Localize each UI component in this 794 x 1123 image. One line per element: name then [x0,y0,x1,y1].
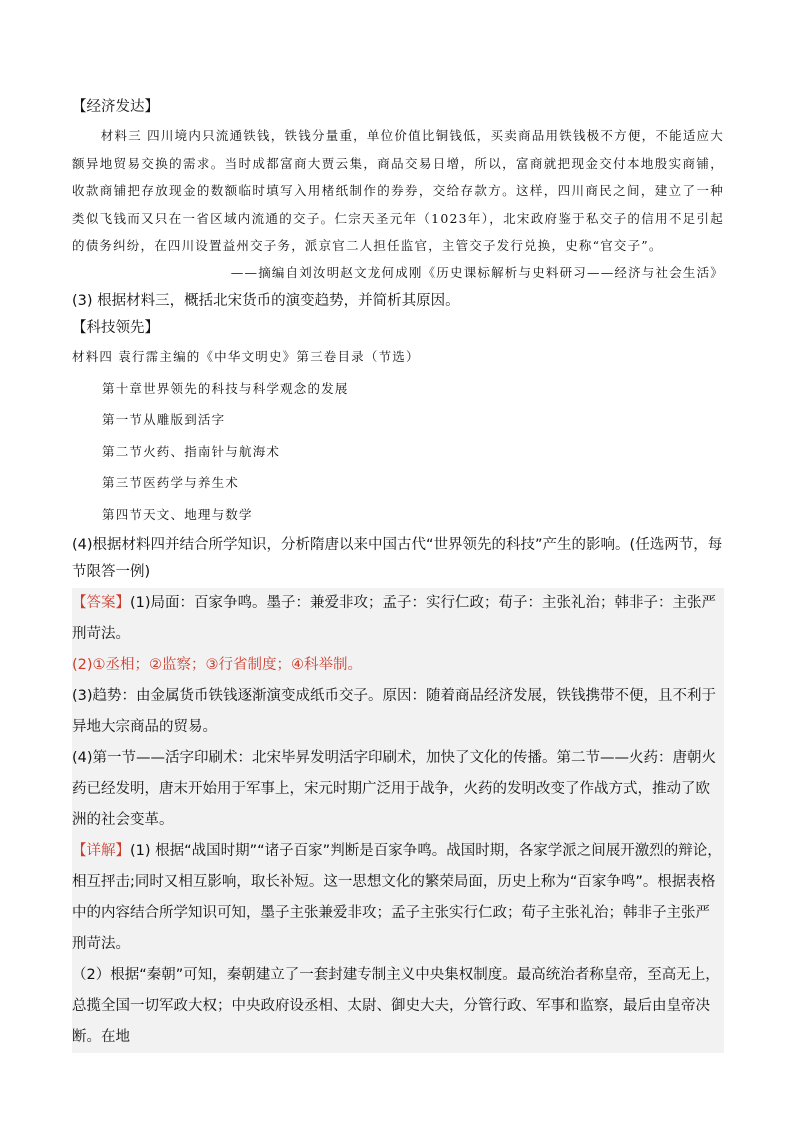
detail-tag: 【详解】 [72,843,130,859]
answer-three: (3)趋势：由金属货币铁钱逐渐演变成纸币交子。原因：随着商品经济发展，铁钱携带不便，且不利于异地大宗商品的贸易。 [72,681,724,743]
toc-item: 第三节医药学与养生术 [102,475,240,490]
section-heading-tech: 【科技领先】 [72,319,159,336]
question-three: (3) 根据材料三，概括北宋货币的演变趋势，并简析其原因。 [72,292,460,309]
answer-block [72,588,724,1053]
detail-one [72,836,724,960]
material-three-text: 材料三 四川境内只流通铁钱，铁钱分量重，单位价值比铜钱低，买卖商品用铁钱极不方便，不能适应大额异地贸易交换的需求。当时成都富商大贾云集，商品交易日增，所以，富商就把现金交付本地殷实商铺，收款商铺把存放现金的数额临时填写入用楮纸制作的券券，交给存款方。这样，四川商民之间，建立了一种类似飞钱而又只在一省区域内流通的交子。仁宗天圣元年（1023年），北宋政府鉴于私交子的信用不足引起的债务纠纷，在四川设置益州交子务，派京官二人担任监官，主管交子发行兑换，史称“官交子”。 [72,128,724,253]
toc-item: 第四节天文、地理与数学 [102,506,253,522]
answer-four: (4)第一节——活字印刷术：北宋毕昇发明活字印刷术，加快了文化的传播。第二节——火药：唐朝火药已经发明，唐末开始用于军事上，宋元时期广泛用于战争，火药的发明改变了作战方式，推动了欧洲的社会变革。 [72,743,724,836]
section-heading-economy: 【经济发达】 [72,99,159,115]
question-four: (4)根据材料四并结合所学知识，分析隋唐以来中国古代“世界领先的科技”产生的影响。(任选两节，每节限答一例) [72,537,723,580]
material-three-citation: ——摘编自刘汝明赵文龙何成刚《历史课标解析与史料研习——经济与社会生活》 [230,264,724,280]
answer-tag: 【答案】 [72,595,130,611]
material-four-title: 材料四 袁行霈主编的《中华文明史》第三卷目录（节选） [72,348,420,364]
answer-one-text: (1)局面：百家争鸣。墨子：兼爱非攻；孟子：实行仁政；荀子：主张礼治；韩非子：主张严刑苛法。 [72,595,717,642]
toc-item: 第一节从雕版到活字 [102,412,226,427]
document-page [72,96,724,1053]
detail-one-text: (1) 根据“战国时期”“诸子百家”判断是百家争鸣。战国时期，各家学派之间展开激烈的辩论，相互抨击;同时又相互影响，取长补短。这一思想文化的繁荣局面，历史上称为“百家争鸣”。根据表格中的内容结合所学知识可知，墨子主张兼爱非攻；孟子主张实行仁政；荀子主张礼治；韩非子主张严刑苛法。 [72,843,722,952]
answer-one [72,588,724,650]
answer-two: (2)①丞相；②监察；③行省制度；④科举制。 [72,650,724,681]
detail-two: （2）根据“秦朝”可知，秦朝建立了一套封建专制主义中央集权制度。最高统治者称皇帝，至高无上，总揽全国一切军政大权；中央政府设丞相、太尉、御史大夫，分管行政、军事和监察，最后由皇帝决断。在地 [72,960,724,1053]
toc-item: 第十章世界领先的科技与科学观念的发展 [102,380,349,396]
toc-item: 第二节火药、指南针与航海术 [102,443,281,459]
